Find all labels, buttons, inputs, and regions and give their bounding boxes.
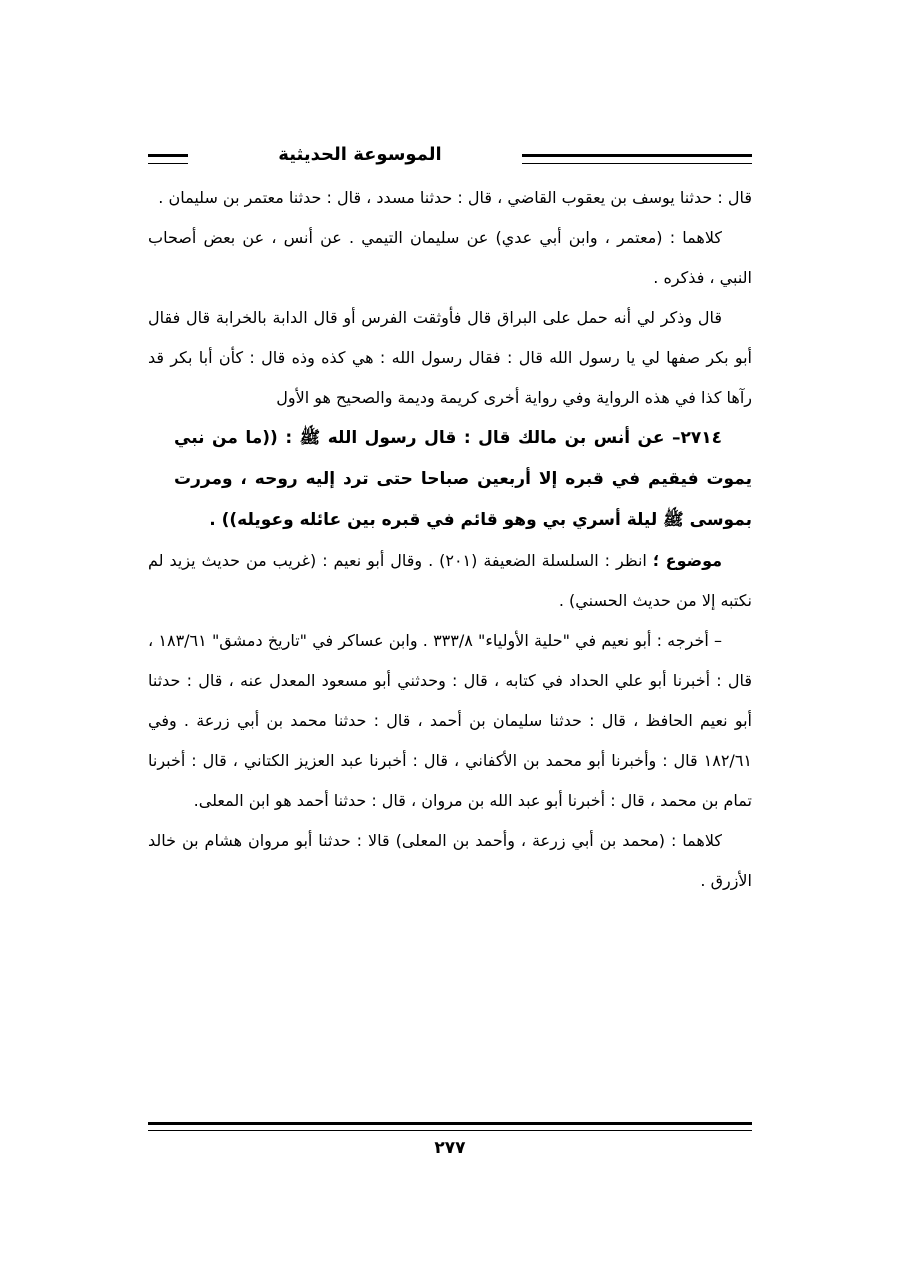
hadith-text: عن أنس بن مالك قال : قال رسول الله ﷺ : ((ما من نبي يموت فيقيم في قبره إلا أربعين صباحا حتى ترد إليه روحه ، ومررت بموسى ﷺ ليلة أسري بي وهو قائم في قبره بين عائله وعويله)) . — [174, 428, 752, 530]
page-body — [148, 178, 752, 901]
verdict-text: انظر : السلسلة الضعيفة (٢٠١) . وقال أبو نعيم : (غريب من حديث يزيد لم نكتبه إلا من حديث الحسني) . — [148, 551, 752, 610]
verdict-label: موضوع ؛ — [652, 551, 723, 570]
book-title: الموسوعة الحديثية — [278, 144, 442, 165]
running-header — [148, 140, 752, 176]
page-number: ٢٧٧ — [434, 1138, 466, 1158]
paragraph-both-chains: كلاهما : (معتمر ، وابن أبي عدي) عن سليمان التيمي . عن أنس ، عن بعض أصحاب النبي ، فذكره . — [148, 228, 752, 287]
header-rule-left — [148, 154, 188, 164]
header-rule-right — [522, 154, 752, 164]
paragraph-takhrij: – أخرجه : أبو نعيم في "حلية الأولياء" ٣٣٣/٨ . وابن عساكر في "تاريخ دمشق" ١٨٣/٦١ ، قال : أخبرنا أبو علي الحداد في كتابه ، قال : وحدثني أبو مسعود المعدل عنه ، قال : حدثنا أبو نعيم الحافظ ، قال : حدثنا سليمان بن أحمد ، قال : حدثنا محمد بن أبي زرعة . وفي ١٨٢/٦١ قال : وأخبرنا أبو محمد بن الأكفاني ، قال : أخبرنا عبد العزيز الكتاني ، قال : أخبرنا تمام بن محمد ، قال : أخبرنا أبو عبد الله بن مروان ، قال : حدثنا أحمد هو ابن المعلى. — [148, 631, 752, 810]
paragraph-verdict — [148, 541, 752, 621]
footer-rule — [148, 1122, 752, 1131]
hadith-number: ٢٧١٤– — [671, 428, 722, 448]
paragraph-buraq-note: قال وذكر لي أنه حمل على البراق قال فأوثقت الفرس أو قال الدابة بالخرابة قال فقال أبو بكر صفها لي يا رسول الله قال : فقال رسول الله : هي كذه وذه قال : كأن أبا بكر قد رآها كذا في هذه الرواية وفي رواية أخرى كريمة وديمة والصحيح هو الأول — [148, 308, 752, 407]
hadith-entry — [148, 418, 752, 541]
paragraph-common-source: كلاهما : (محمد بن أبي زرعة ، وأحمد بن المعلى) قالا : حدثنا أبو مروان هشام بن خالد الأزرق . — [148, 831, 752, 890]
page — [148, 140, 752, 901]
paragraph-chain-continuation: قال : حدثنا يوسف بن يعقوب القاضي ، قال : حدثنا مسدد ، قال : حدثنا معتمر بن سليمان . — [158, 188, 752, 207]
